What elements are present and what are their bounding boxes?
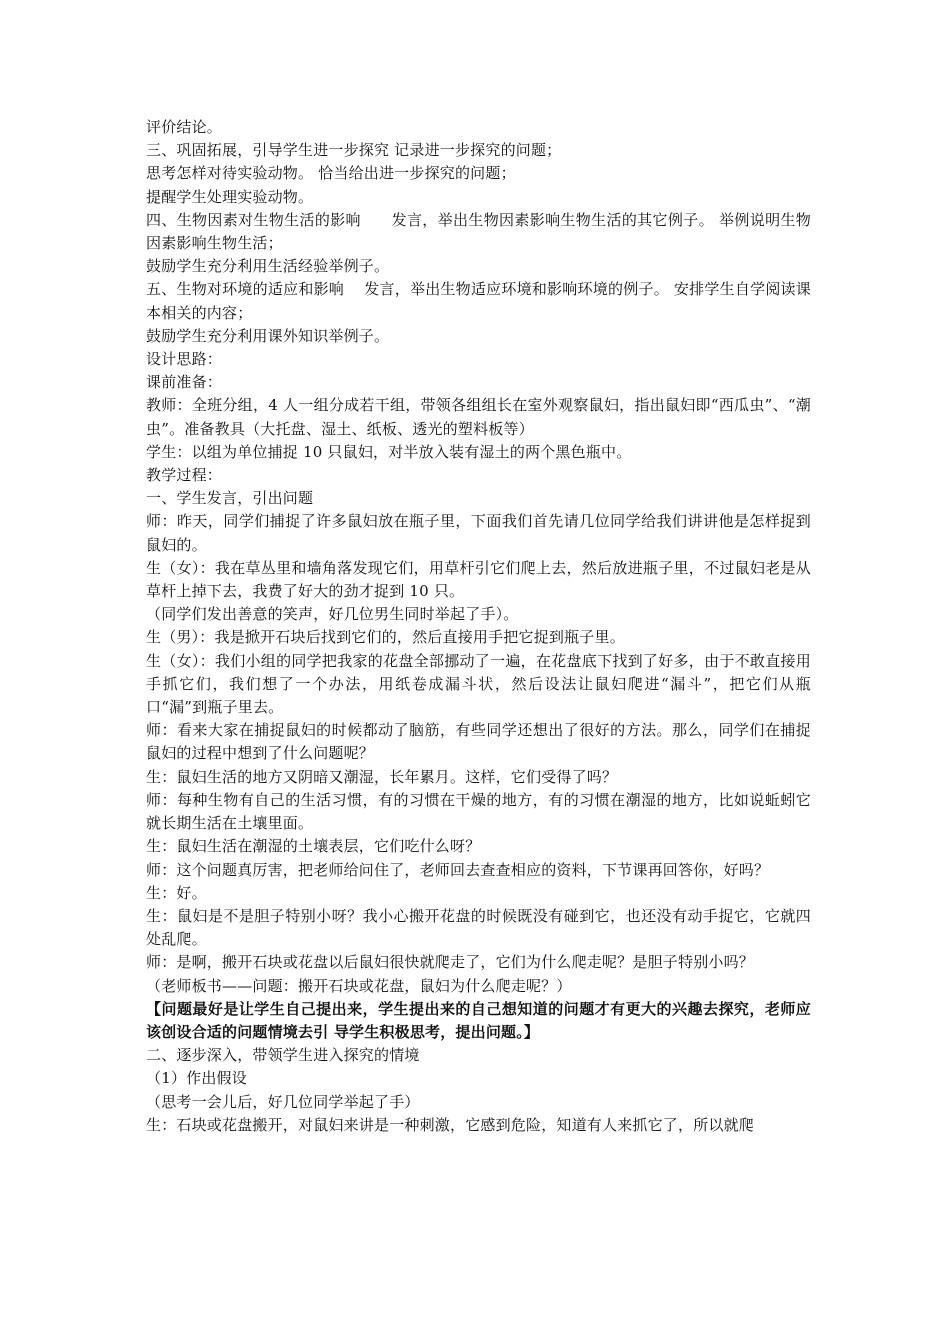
teaching-comment: 【问题最好是让学生自己提出来，学生提出来的自己想知道的问题才有更大的兴趣去探究，老师应该创设合适的问题情境去引 导学生积极思考，提出问题。】	[146, 999, 811, 1041]
dialogue-line: 生：鼠妇生活的地方又阴暗又潮湿，长年累月。这样，它们受得了吗？	[146, 767, 618, 786]
document-page	[146, 116, 811, 1137]
subsection-heading: （1）作出假设	[146, 1069, 247, 1088]
paragraph: 学生：以组为单位捕捉 10 只鼠妇，对半放入装有湿土的两个黑色瓶中。	[146, 442, 632, 461]
paragraph: 鼓励学生充分利用生活经验举例子。	[146, 257, 390, 276]
dialogue-line: 师：每种生物有自己的生活习惯，有的习惯在干燥的地方，有的习惯在潮湿的地方，比如说蚯蚓它就长期生活在土壤里面。	[146, 790, 811, 833]
paragraph: 教师：全班分组，4 人一组分成若干组，带领各组组长在室外观察鼠妇，指出鼠妇即“西瓜虫”、“潮虫”。准备教具（大托盘、湿土、纸板、透光的塑料板等）	[146, 396, 811, 438]
dialogue-line: 师：昨天，同学们捕捉了许多鼠妇放在瓶子里，下面我们首先请几位同学给我们讲讲他是怎样捉到鼠妇的。	[146, 512, 811, 554]
design-idea-heading: 设计思路：	[146, 350, 223, 369]
section-heading: 五、生物对环境的适应和影响 发言，举出生物适应环境和影响环境的例子。 安排学生自学阅读课本相关的内容；	[146, 280, 811, 322]
paragraph: 提醒学生处理实验动物。	[146, 187, 314, 206]
dialogue-line: 师：是啊，搬开石块或花盘以后鼠妇很快就爬走了，它们为什么爬走呢？是胆子特别小吗？	[146, 953, 755, 972]
section-heading: 一、学生发言，引出问题	[146, 489, 314, 508]
paragraph: 评价结论。	[146, 118, 223, 136]
dialogue-line: 师：看来大家在捕捉鼠妇的时候都动了脑筋，有些同学还想出了很好的方法。那么，同学们在捕捉鼠妇的过程中想到了什么问题呢？	[146, 721, 811, 763]
stage-note: （思考一会儿后，好几位同学举起了手）	[146, 1092, 420, 1111]
dialogue-line: 生（女）：我在草丛里和墙角落发现它们，用草杆引它们爬上去，然后放进瓶子里，不过鼠妇老是从草杆上掉下去，我费了好大的劲才捉到 10 只。	[146, 558, 811, 601]
dialogue-line: 生（男）：我是掀开石块后找到它们的，然后直接用手把它捉到瓶子里。	[146, 628, 625, 647]
section-heading: 四、生物因素对生物生活的影响 发言，举出生物因素影响生物生活的其它例子。 举例说明生物因素影响生物生活；	[146, 210, 811, 253]
paragraph: 思考怎样对待实验动物。 恰当给出进一步探究的问题；	[146, 164, 516, 183]
dialogue-line: 生：鼠妇生活在潮湿的土壤表层，它们吃什么呀？	[146, 837, 481, 856]
board-note: （老师板书——问题：搬开石块或花盘，鼠妇为什么爬走呢？）	[146, 976, 572, 995]
stage-note: （同学们发出善意的笑声，好几位男生同时举起了手）。	[146, 605, 519, 624]
section-heading: 二、逐步深入，带领学生进入探究的情境	[146, 1046, 420, 1065]
preparation-heading: 课前准备：	[146, 373, 223, 392]
section-heading: 三、巩固拓展，引导学生进一步探究 记录进一步探究的问题；	[146, 141, 562, 160]
dialogue-line: 师：这个问题真厉害，把老师给问住了，老师回去查查相应的资料，下节课再回答你，好吗？	[146, 860, 770, 879]
dialogue-line: 生（女）：我们小组的同学把我家的花盘全部挪动了一遍，在花盘底下找到了好多，由于不敢直接用手抓它们，我们想了一个办法，用纸卷成漏斗状，然后设法让鼠妇爬进“漏斗”，把它们从瓶口“漏”到瓶子里去。	[146, 651, 811, 717]
dialogue-line: 生：石块或花盘搬开，对鼠妇来讲是一种刺激，它感到危险，知道有人来抓它了，所以就爬	[146, 1115, 755, 1134]
dialogue-line: 生：鼠妇是不是胆子特别小呀？我小心搬开花盘的时候既没有碰到它，也还没有动手捉它，它就四处乱爬。	[146, 906, 811, 949]
dialogue-line: 生：好。	[146, 883, 207, 902]
paragraph: 鼓励学生充分利用课外知识举例子。	[146, 326, 390, 345]
process-heading: 教学过程：	[146, 466, 223, 485]
